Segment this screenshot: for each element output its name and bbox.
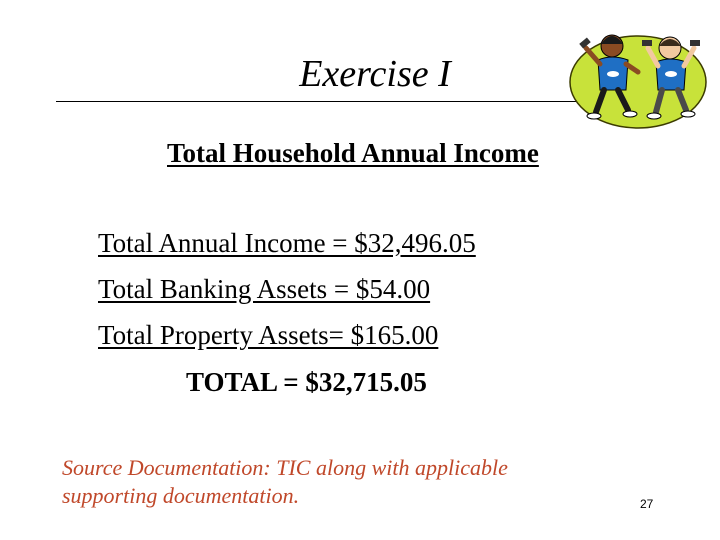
slide-title: Exercise I [299,53,451,95]
page-number: 27 [640,497,654,511]
annual-income-line: Total Annual Income = $32,496.05 [98,228,476,258]
total-line: TOTAL = $32,715.05 [186,367,427,397]
source-documentation-note: Source Documentation: TIC along with applicable supporting documentation. [62,455,508,508]
exercising-people-icon [566,22,708,134]
property-assets-line: Total Property Assets= $165.00 [98,320,439,350]
title-underline-rule [56,101,616,102]
banking-assets-line: Total Banking Assets = $54.00 [98,274,431,304]
section-heading: Total Household Annual Income [167,138,539,168]
